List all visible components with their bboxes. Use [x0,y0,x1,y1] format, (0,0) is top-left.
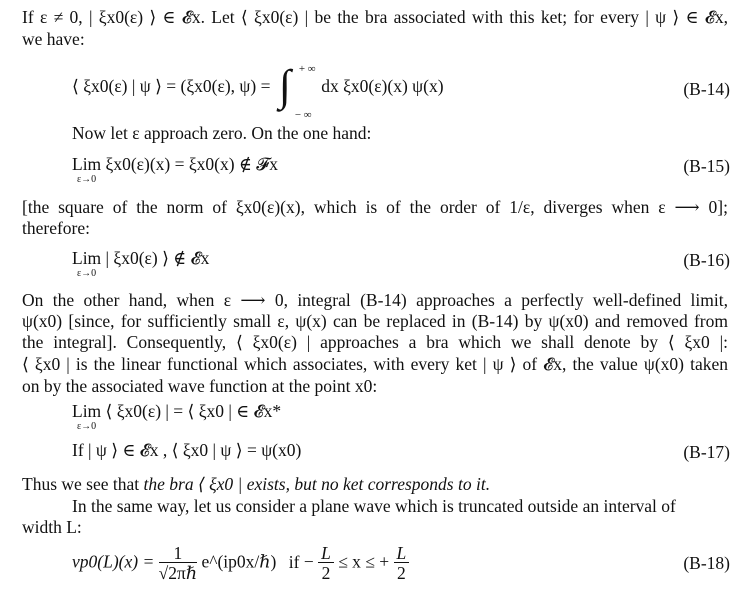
now-line [72,122,371,144]
lim-sub: ε→0 [76,421,97,432]
integral-block [275,61,317,121]
same-line-1 [72,495,728,517]
square-line-2 [22,217,728,239]
other-text-2: ψ(x0) [since, for sufficiently small ε, ψ(x) can be replaced in (B-14) by ψ(x0) and removed from [22,311,728,331]
eq-b18-two-right: 2 [397,563,406,583]
eq-b18-lhs: vp0(L)(x) = [72,551,155,572]
integral-sign-icon: ∫ [278,61,291,110]
eq-b16-body: | ξx0(ε) ⟩ ∉ 𝓔x [105,248,210,268]
same-line-2 [22,516,728,538]
square-text-2: therefore: [22,218,91,238]
eq-b18-fraction [159,544,197,583]
same-text-2: width L: [22,517,82,537]
equation-b16 [72,247,209,279]
eq-b18-frac-right [394,544,410,583]
eq-tag-b18: (B-18) [683,553,730,573]
eq-tag-b16: (B-16) [683,250,730,270]
eq-b18-frac-left [318,544,334,583]
square-line-1 [22,196,728,218]
now-text: Now let ε approach zero. On the one hand: [72,123,372,143]
other-line-4 [22,353,728,375]
equation-b18 [72,544,409,583]
eq-b18-two-left: 2 [321,563,331,583]
eq-b18-minus: − [303,551,314,572]
other-text-3: the integral]. Consequently, ⟨ ξx0(ε) | approaches a bra which we shall denote by ⟨ ξx0 |: [22,332,728,352]
other-text-4: ⟨ ξx0 | is the linear functional which associates, with every ket | ψ ⟩ of 𝓔x, the value ψ(x0) taken [22,354,728,374]
eq-tag-b15: (B-15) [683,156,730,176]
lim-word: Lim [72,401,102,421]
eq-b17a-body: ⟨ ξx0(ε) | = ⟨ ξx0 | ∈ 𝓔x* [105,401,282,421]
lim-sub: ε→0 [76,268,97,279]
intro-text-2: we have: [22,29,85,49]
lim-word: Lim [72,248,102,268]
eq-b18-mid: ≤ x ≤ + [338,551,390,572]
same-text-1: In the same way, let us consider a plane wave which is truncated outside an interval of [72,496,676,516]
thus-prefix: Thus we see that [22,474,144,494]
lim-sub: ε→0 [76,174,97,185]
lim-word: Lim [72,154,102,174]
eq-b18-den: √2πℏ [158,563,198,583]
other-text-1: On the other hand, when ε ⟶ 0, integral (B-14) approaches a perfectly well-defined limit, [22,290,728,310]
equation-b14 [72,61,444,121]
equation-b15 [72,153,278,185]
eq-b14-left: ⟨ ξx0(ε) | ψ ⟩ = (ξx0(ε), ψ) = [72,76,271,97]
other-line-3 [22,331,728,353]
thus-line [22,473,728,495]
intro-line-1 [22,6,728,28]
intro-text-1: If ε ≠ 0, | ξx0(ε) ⟩ ∈ 𝓔x. Let ⟨ ξx0(ε) | be the bra associated with this ket; for every | ψ ⟩ ∈ 𝓔x, [22,7,728,27]
eq-b18-L-left: L [318,544,334,563]
eq-tag-b17: (B-17) [683,442,730,462]
eq-b17b-body: If | ψ ⟩ ∈ 𝓔x , ⟨ ξx0 | ψ ⟩ = ψ(x0) [72,440,302,460]
lim-b17 [72,400,101,432]
equation-b17a [72,400,281,432]
integral-upper-limit: + ∞ [298,63,316,75]
eq-b14-right: dx ξx0(ε)(x) ψ(x) [321,76,444,97]
intro-line-2 [22,28,728,50]
eq-b18-if: if [288,551,300,572]
integral-lower-limit: − ∞ [294,109,312,121]
square-text-1: [the square of the norm of ξx0(ε)(x), which is of the order of 1/ε, diverges when ε ⟶ 0]; [22,197,728,217]
eq-b18-L-right: L [394,544,410,563]
other-line-2 [22,310,728,332]
lim-b15 [72,153,101,185]
equation-b17b [72,439,301,461]
eq-b18-exp: e^(ip0x/ℏ) [201,551,277,572]
lim-b16 [72,247,101,279]
thus-italic: the bra ⟨ ξx0 | exists, but no ket corresponds to it. [143,474,491,494]
other-line-1 [22,289,728,311]
eq-tag-b14: (B-14) [683,79,730,99]
eq-b15-body: ξx0(ε)(x) = ξx0(x) ∉ 𝓕x [105,154,278,174]
eq-b18-num: 1 [159,544,197,563]
other-text-5: on by the associated wave function at the point x0: [22,376,378,396]
other-line-5 [22,375,728,397]
